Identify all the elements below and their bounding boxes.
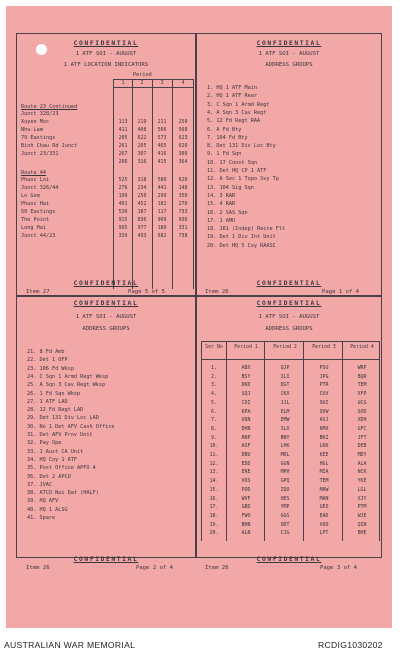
indicator-code: 995 [118,225,128,231]
indicator-code: 733 [178,209,188,215]
indicator-code: 620 [178,143,188,149]
indicator-code: 415 [157,159,167,165]
group-code: ASF [241,443,251,450]
group-code: JPG [319,373,329,380]
address-group-item: 28. 12 Fd Regt LAD [27,407,84,414]
address-group-item: 12. A Sec 1 Topo Svy Tp [207,176,279,183]
address-group-item: 20. Det HQ 5 Coy RAASC [207,242,276,249]
address-group-item: 26. 1 Fd Sqn Wksp [27,390,81,397]
indicator-code: 250 [137,193,147,199]
group-code: OUI [319,399,329,406]
panel-address-codes [196,296,382,558]
group-code: WJE [357,512,367,519]
footer-conf: CONFIDENTIAL [256,280,322,287]
address-group-item: 1. HQ 1 ATF Main [207,85,257,91]
indicator-code: 205 [137,143,147,149]
address-group-item: 27. 1 ATF LAD [27,398,68,405]
group-code: EAD [319,512,329,519]
address-group-item: 23. 106 Fd Wksp [27,365,74,372]
group-code: SOD [357,408,367,415]
group-code: DEB [357,443,367,450]
serial-number: 16. [209,495,219,502]
group-code: AVJ [319,417,329,424]
address-group-item: 40. HQ 1 ALSG [27,506,68,513]
address-group-item: 38. ATCO Nui Dat (HALF) [27,490,99,497]
serial-number: 17. [209,504,219,511]
address-group-item: 21. 8 Fd Amb [27,349,65,355]
code-table-column-header: Period 4 [350,344,374,350]
location-name: Binh Chau Rd Junct [21,143,78,149]
document-sheet [6,6,392,628]
location-name: 50 Eastings [21,209,56,215]
serial-number: 10. [209,443,219,450]
indicator-code: 530 [118,209,128,215]
indicator-code: 187 [137,209,147,215]
group-code: VOS [241,478,251,485]
group-code: GGS [280,512,290,519]
location-name: Junct 328/23 [21,111,59,117]
indicator-code: 623 [178,135,188,141]
location-name: Junct 23/331 [21,151,59,157]
indicator-code: 909 [157,217,167,223]
panel-address-groups-1 [196,33,382,296]
group-code: UQN [241,417,251,424]
address-group-item: 14. 3 RAR [207,192,236,199]
group-title: Route 23 Continued [21,104,78,110]
archive-id: RCDIG1030202 [318,640,383,650]
location-name: Long Hai [21,225,46,231]
group-code: MAW [319,486,329,493]
group-code: PSU [319,365,329,371]
address-group-item: 3. C Sqn 1 Armd Regt [207,101,270,108]
footer-page: Page 1 of 4 [322,289,360,295]
indicator-code: 836 [137,217,147,223]
address-group-item: 24. C Sqn 1 Armd Regt Wksp [27,373,109,380]
group-code: PTM [357,504,367,511]
footer-conf: CONFIDENTIAL [256,556,322,563]
indicator-code: 682 [157,233,167,239]
location-name: The Point [21,217,50,223]
indicator-code: 259 [178,119,188,125]
indicator-code: 416 [157,151,167,157]
group-code: SQJ [241,391,251,398]
indicator-code: 234 [137,185,147,191]
group-code: HGL [319,460,329,467]
indicator-code: 452 [137,201,147,207]
group-code: CKX [280,391,290,398]
group-code: MDL [280,452,290,458]
address-group-item: 15. 4 RAR [207,201,236,208]
group-code: DKD [241,382,251,389]
serial-number: 5. [211,399,217,406]
indicator-code: 465 [157,143,167,149]
serial-number: 12. [209,460,219,467]
indicator-code: 117 [157,209,167,215]
group-code: PTR [319,382,329,389]
indicator-code: 936 [178,217,188,223]
address-group-item: 18. 161 (Indep) Recce Flt [207,226,286,233]
group-code: QJP [280,365,290,371]
location-name: 79 Eastings [21,135,56,141]
serial-number: 14. [209,478,219,485]
indicator-code: 270 [178,201,188,207]
group-code: GEO [319,504,329,511]
archive-caption: AUSTRALIAN WAR MEMORIAL [4,640,136,650]
group-code: KMX [319,425,329,432]
indicator-code: 350 [178,193,188,199]
period-label: Period [133,72,152,78]
panel-header: CONFIDENTIAL [256,300,322,307]
address-group-item: 4. A Sqn 3 Cav Regt [207,109,267,116]
footer-page: Page 3 of 4 [320,565,358,571]
group-code: GFC [357,425,367,432]
panel-subtitle: 1 ATF LOCATION INDICATORS [63,62,149,68]
group-code: ZQO [280,486,290,493]
group-code: EDD [241,460,251,467]
indicator-code: 408 [137,127,147,133]
group-code: HES [280,495,290,502]
footer-item: Item 26 [205,289,229,295]
address-group-item: 41. Spare [27,515,56,521]
group-code: MIA [319,469,329,476]
address-group-item: 36. Det 2 APCU [27,473,71,480]
indicator-code: 620 [178,177,188,183]
group-code: FWO [241,512,251,519]
address-group-item: 7. 104 Fd Bty [207,134,248,141]
serial-number: 8. [211,425,217,432]
group-code: QIN [357,521,367,528]
footer-conf: CONFIDENTIAL [73,280,139,287]
period-column-number: 1 [121,80,125,86]
location-name: Lo Gom [21,193,40,199]
indicator-code: 915 [118,217,128,223]
location-name: Nhu-Lam [21,127,43,133]
indicator-code: 493 [137,233,147,239]
address-group-item: 25. A Sqn 3 Cav Regt Wksp [27,382,106,389]
group-code: MPH [280,469,290,476]
indicator-code: 267 [118,151,128,157]
indicator-code: 318 [137,177,147,183]
code-table-column-header: Ser No [205,344,223,350]
group-code: UCG [357,399,367,406]
address-group-item: 22. Det 1 OFP [27,357,68,364]
footer-conf: CONFIDENTIAL [73,556,139,563]
serial-number: 19. [209,521,219,528]
indicator-code: 331 [178,225,188,231]
group-code: EMW [280,417,290,424]
group-code: BQR [357,373,367,380]
period-column-number: 4 [181,80,185,86]
indicator-code: 219 [137,119,147,125]
group-code: LHK [280,443,290,450]
group-code: GBD [241,504,251,511]
group-code: JJL [280,399,290,406]
group-code: DHN [241,425,251,432]
code-table-column-header: Period 1 [234,344,258,350]
group-code: KEE [319,452,329,458]
location-name: Junct 326/44 [21,185,59,191]
address-group-item: 31. Det AFV Prov Unit [27,432,93,438]
indicator-code: 401 [118,201,128,207]
location-name: Phuoc Loi [21,177,50,183]
group-code: BKI [319,434,329,441]
serial-number: 2. [211,373,217,380]
indicator-code: 525 [118,177,128,183]
address-group-item: 9. 1 Fd Sqn [207,151,242,158]
indicator-code: 266 [118,159,128,165]
address-group-item: 29. Det 131 Div Loc LAD [27,415,99,422]
panel-unit: 1 ATF SOI - AUGUST [258,314,320,320]
panel-address-groups-2 [16,296,196,558]
footer-item: Item 26 [26,565,50,571]
group-code: GPQ [280,478,290,485]
group-code: COI [241,399,251,406]
group-code: KPA [241,408,251,415]
address-group-item: 13. 104 Sig Sqn [207,184,254,191]
indicator-code: 977 [137,225,147,231]
group-code: RNP [241,434,251,441]
indicator-code: 180 [157,225,167,231]
location-name: Phuoc Hai [21,201,50,207]
panel-subtitle: ADDRESS GROUPS [265,326,313,332]
group-title: Route 44 [21,170,46,176]
indicator-code: 411 [118,127,128,133]
indicator-code: 307 [137,151,147,157]
address-group-item: 5. 12 Fd Regt RAA [207,118,261,125]
footer-item: Item 26 [205,565,229,571]
address-group-item: 16. 2 SAS Sqn [207,209,248,216]
address-group-item: 11. Det HQ CP 1 ATF [207,168,267,174]
location-name: Junct 44/23 [21,233,56,239]
panel-location-indicators [16,33,196,296]
address-group-item: 33. 1 Aust CA Unit [27,448,84,455]
address-group-item: 17. 1 AMU [207,217,236,224]
serial-number: 1. [211,365,217,371]
period-column-number: 2 [140,80,144,86]
footer-page: Page 2 of 4 [136,565,174,571]
indicator-code: 309 [178,151,188,157]
indicator-code: 113 [118,119,128,125]
indicator-code: 738 [178,233,188,239]
address-group-item: 37. JVAC [27,481,52,488]
address-group-item: 35. Post Office APFO 4 [27,465,96,472]
group-code: BSY [241,373,251,380]
group-code: CJG [280,530,290,537]
serial-number: 4. [211,391,217,398]
group-code: BHE [357,530,367,537]
group-code: WVF [241,495,251,502]
serial-number: 13. [209,469,219,476]
group-code: POD [241,486,251,493]
period-column-number: 3 [160,80,164,86]
panel-unit: 1 ATF SOI - AUGUST [75,51,137,57]
group-code: QVW [319,408,329,415]
group-code: GGN [280,460,290,467]
code-table-column-header: Period 3 [312,344,336,350]
serial-number: 6. [211,408,217,415]
group-code: ALA [357,460,367,467]
address-group-item: 19. Det 1 Div Int Unit [207,234,276,241]
panel-subtitle: ADDRESS GROUPS [82,326,130,332]
address-group-item: 32. Pay Ope [27,440,62,447]
serial-number: 18. [209,512,219,519]
footer-item: Item 27 [26,289,50,295]
group-code: MAN [319,495,329,502]
group-code: YKE [357,478,367,485]
group-code: XDH [357,417,367,424]
serial-number: 9. [211,434,217,441]
group-code: LGL [357,486,367,493]
group-code: XFP [357,391,367,398]
indicator-code: 580 [157,177,167,183]
indicator-code: 181 [157,201,167,207]
group-code: LKK [319,443,329,450]
serial-number: 3. [211,382,217,389]
indicator-code: 339 [118,233,128,239]
group-code: MDY [357,452,367,458]
address-group-item: 34. HQ Coy 1 ATF [27,456,77,463]
indicator-code: 622 [137,135,147,141]
indicator-code: 299 [157,193,167,199]
group-code: ODT [280,521,290,528]
code-table-column-header: Period 2 [273,344,297,350]
indicator-code: 573 [157,135,167,141]
panel-subtitle: ADDRESS GROUPS [265,62,313,68]
group-code: ELM [280,408,290,415]
serial-number: 11. [209,452,219,458]
group-code: ILO [280,425,290,432]
indicator-code: 211 [157,119,167,125]
group-code: ALN [241,530,251,537]
group-code: WRP [357,365,367,371]
address-group-item: 30. No 1 Det AFV Cash Office [27,423,115,430]
group-code: XJY [357,495,367,502]
group-code: TEM [357,382,367,389]
serial-number: 20. [209,530,219,537]
panel-header: CONFIDENTIAL [73,300,139,307]
indicator-code: 441 [157,185,167,191]
group-code: BNY [280,434,290,441]
panel-unit: 1 ATF SOI - AUGUST [75,314,137,320]
address-group-item: 2. HQ 1 ATF Rear [207,93,257,100]
indicator-code: 199 [118,193,128,199]
group-code: NCK [357,469,367,476]
group-code: ERE [241,469,251,476]
indicator-code: 316 [137,159,147,165]
location-name: Xuyen Moc [21,119,50,125]
serial-number: 15. [209,486,219,493]
panel-header: CONFIDENTIAL [73,40,139,47]
group-code: ILI [280,373,290,380]
panel-unit: 1 ATF SOI - AUGUST [258,51,320,57]
group-code: BHN [241,521,251,528]
indicator-code: 148 [178,185,188,191]
group-code: DBU [241,452,251,458]
indicator-code: 276 [118,185,128,191]
indicator-code: 205 [118,135,128,141]
address-group-item: 39. HQ AFV [27,498,59,505]
group-code: VOO [319,521,329,528]
group-code: TEM [319,478,329,485]
indicator-code: 566 [157,127,167,133]
serial-number: 7. [211,417,217,424]
group-code: JFT [357,434,367,441]
group-code: DGT [280,382,290,389]
footer-page: Page 5 of 5 [128,289,166,295]
group-code: CUV [319,391,329,398]
group-code: ABX [241,365,251,371]
address-group-item: 8. Det 131 Div Loc Bty [207,143,276,150]
address-group-item: 10. 17 Const Sqn [207,159,257,166]
group-code: YMP [280,504,290,511]
group-code: LPT [319,530,329,537]
indicator-code: 261 [118,143,128,149]
panel-header: CONFIDENTIAL [256,40,322,47]
address-group-item: 6. A Fd Bty [207,126,242,133]
indicator-code: 364 [178,159,188,165]
indicator-code: 568 [178,127,188,133]
